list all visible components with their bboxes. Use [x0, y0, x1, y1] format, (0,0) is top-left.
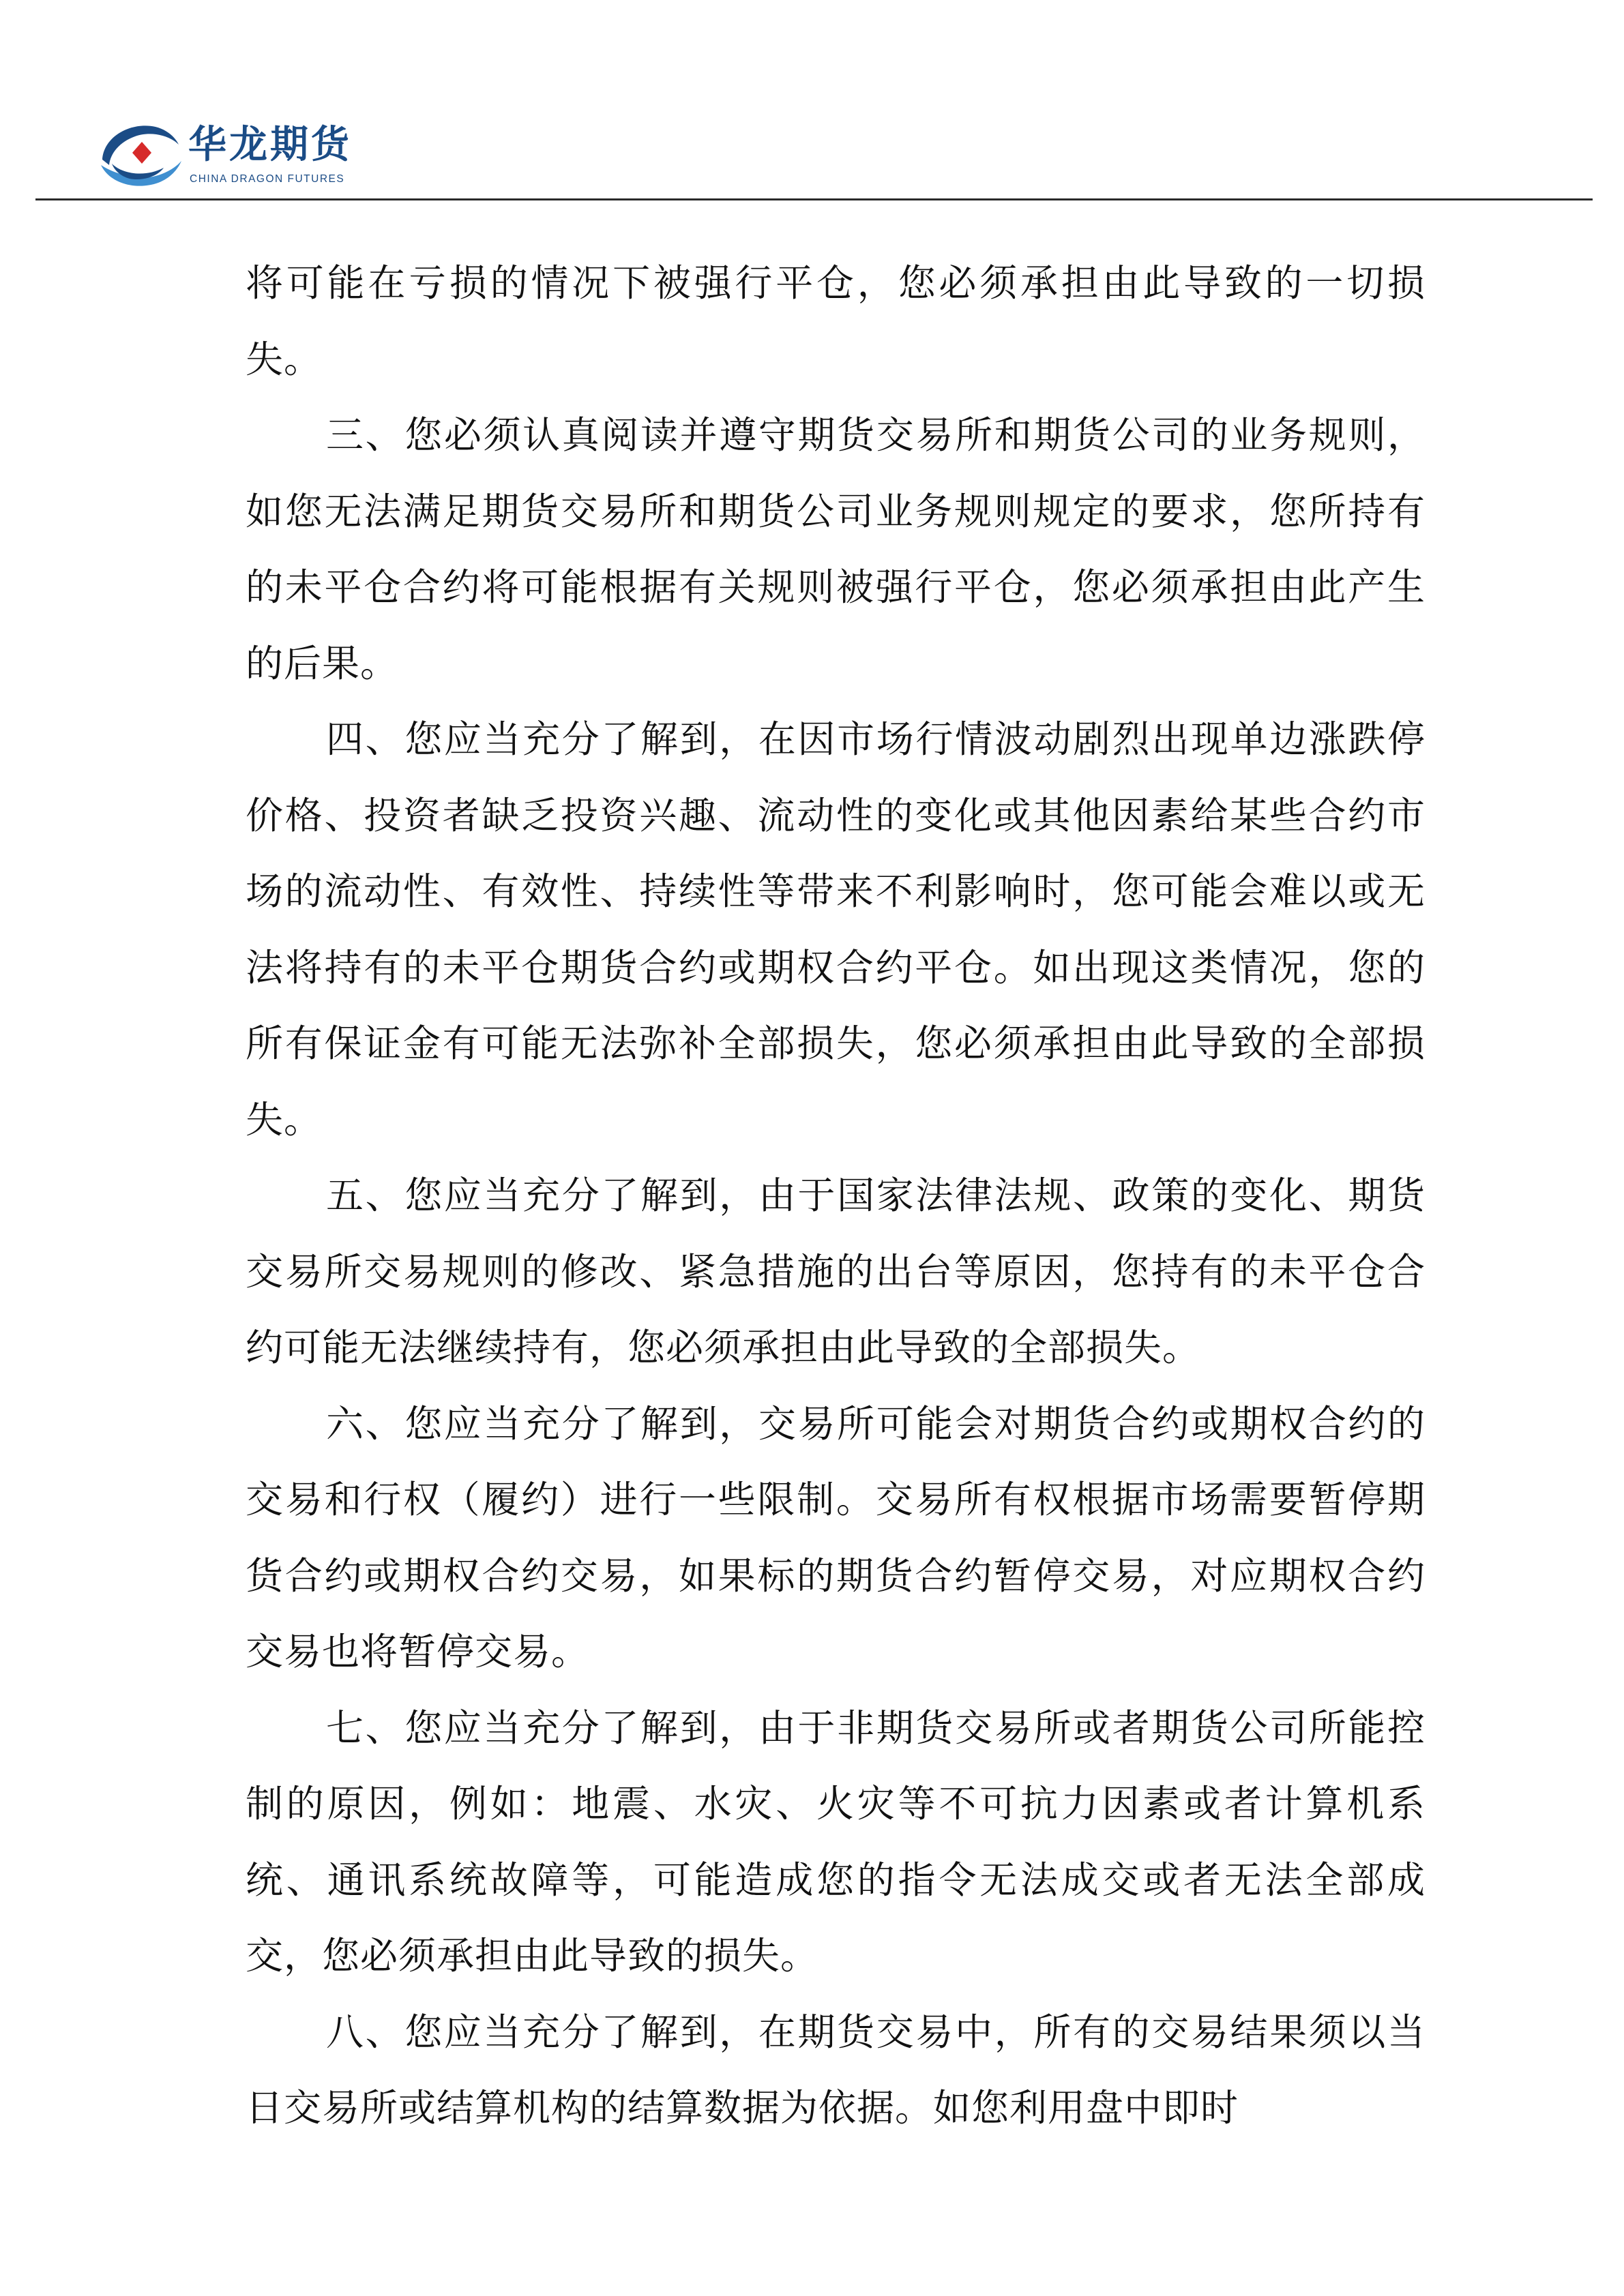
paragraph-clause-7: 七、您应当充分了解到，由于非期货交易所或者期货公司所能控制的原因，例如：地震、水灾、火灾等不可抗力因素或者计算机系统、通讯系统故障等，可能造成您的指令无法成交或者无法全部成交，您必须承担由此导致的损失。 — [246, 1705, 1426, 1978]
paragraph-clause-4: 四、您应当充分了解到，在因市场行情波动剧烈出现单边涨跌停价格、投资者缺乏投资兴趣、流动性的变化或其他因素给某些合约市场的流动性、有效性、持续性等带来不利影响时，您可能会难以或无法将持有的未平仓期货合约或期权合约平仓。如出现这类情况，您的所有保证金有可能无法弥补全部损失，您必须承担由此导致的全部损失。 — [246, 717, 1426, 1142]
brand-name-cn: 华龙期货 — [188, 123, 352, 167]
china-dragon-futures-logo-icon — [95, 117, 184, 192]
brand-name-en: CHINA DRAGON FUTURES — [190, 173, 345, 185]
paragraph-clause-3: 三、您必须认真阅读并遵守期货交易所和期货公司的业务规则，如您无法满足期货交易所和期货公司业务规则规定的要求，您所持有的未平仓合约将可能根据有关规则被强行平仓，您必须承担由此产生的后果。 — [246, 413, 1426, 685]
document-body — [246, 245, 1426, 2147]
paragraph-clause-6: 六、您应当充分了解到，交易所可能会对期货合约或期权合约的交易和行权（履约）进行一些限制。交易所有权根据市场需要暂停期货合约或期权合约交易，如果标的期货合约暂停交易，对应期权合约交易也将暂停交易。 — [246, 1401, 1426, 1673]
page-header — [0, 0, 1624, 205]
paragraph-clause-5: 五、您应当充分了解到，由于国家法律法规、政策的变化、期货交易所交易规则的修改、紧急措施的出台等原因，您持有的未平仓合约可能无法继续持有，您必须承担由此导致的全部损失。 — [246, 1174, 1426, 1369]
paragraph-clause-8: 八、您应当充分了解到，在期货交易中，所有的交易结果须以当日交易所或结算机构的结算数据为依据。如您利用盘中即时 — [246, 2010, 1426, 2130]
paragraph-continuation: 将可能在亏损的情况下被强行平仓，您必须承担由此导致的一切损失。 — [246, 261, 1426, 381]
header-divider — [35, 198, 1593, 200]
